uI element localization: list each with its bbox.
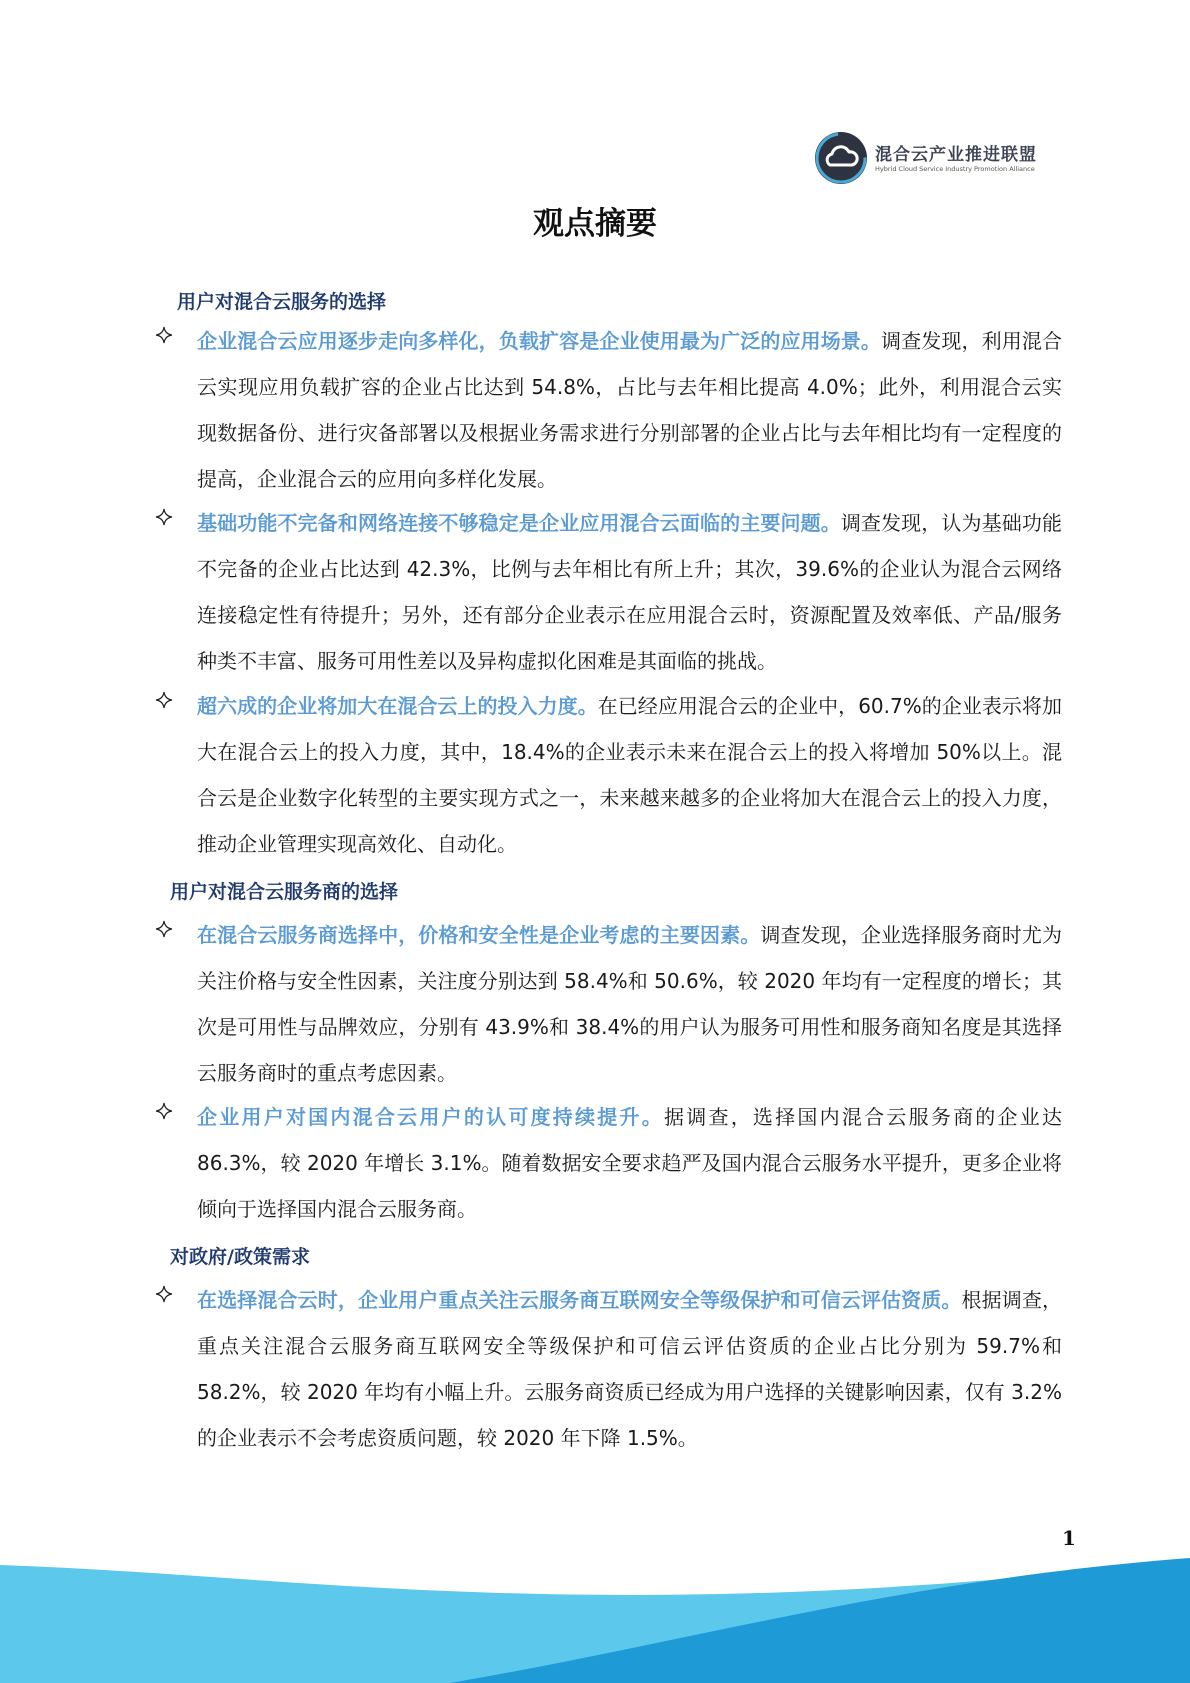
bullet-body: 根据调查，重点关注混合云服务商互联网安全等级保护和可信云评估资质的企业占比分别为 59.7%和 58.2%，较 2020 年均有小幅上升。云服务商资质已经成为用户选择的关键影响因素，仅有 3.2%的企业表示不会考虑资质问题，较 2020 年下降 1.5%。 <box>197 1288 1063 1450</box>
bullet-highlight: 在选择混合云时，企业用户重点关注云服务商互联网安全等级保护和可信云评估资质。 <box>197 1288 962 1312</box>
bullet-text <box>197 318 1062 502</box>
bullet-highlight: 企业用户对国内混合云用户的认可度持续提升。 <box>197 1105 664 1129</box>
star-bullet-icon <box>155 326 173 344</box>
star-bullet-icon <box>155 1102 173 1120</box>
cloud-logo-icon <box>815 132 867 184</box>
bullet-text <box>197 683 1062 867</box>
section-heading-user-choice: 用户对混合云服务的选择 <box>177 291 387 313</box>
bullet-highlight: 企业混合云应用逐步走向多样化，负载扩容是企业使用最为广泛的应用场景。 <box>197 329 882 353</box>
bullet-body: 调查发现，认为基础功能不完备的企业占比达到 42.3%，比例与去年相比有所上升；其次，39.6%的企业认为混合云网络连接稳定性有待提升；另外，还有部分企业表示在应用混合云时，资源配置及效率低、产品/服务种类不丰富、服务可用性差以及异构虚拟化困难是其面临的挑战。 <box>197 511 1063 673</box>
bullet-highlight: 基础功能不完备和网络连接不够稳定是企业应用混合云面临的主要问题。 <box>197 511 841 535</box>
logo-name-en: Hybrid Cloud Service Industry Promotion Alliance <box>875 165 1035 173</box>
bullet-text <box>197 912 1062 1096</box>
bullet-highlight: 超六成的企业将加大在混合云上的投入力度。 <box>197 694 598 718</box>
star-bullet-icon <box>155 1285 173 1303</box>
page-title: 观点摘要 <box>533 206 657 242</box>
footer-wave-decoration <box>0 1520 1190 1683</box>
logo-name-cn: 混合云产业推进联盟 <box>875 145 1037 165</box>
section-heading-policy: 对政府/政策需求 <box>170 1246 310 1268</box>
star-bullet-icon <box>155 691 173 709</box>
bullet-body: 调查发现，企业选择服务商时尤为关注价格与安全性因素，关注度分别达到 58.4%和 50.6%，较 2020 年均有一定程度的增长；其次是可用性与品牌效应，分别有 43.9%和 38.4%的用户认为服务可用性和服务商知名度是其选择云服务商时的重点考虑因素。 <box>197 923 1063 1085</box>
bullet-text <box>197 1094 1062 1232</box>
star-bullet-icon <box>155 920 173 938</box>
bullet-body: 据调查，选择国内混合云服务商的企业达 86.3%，较 2020 年增长 3.1%。随着数据安全要求趋严及国内混合云服务水平提升，更多企业将倾向于选择国内混合云服务商。 <box>197 1105 1063 1221</box>
section-heading-vendor-choice: 用户对混合云服务商的选择 <box>170 881 399 903</box>
bullet-text <box>197 500 1062 684</box>
star-bullet-icon <box>155 508 173 526</box>
bullet-body: 调查发现，利用混合云实现应用负载扩容的企业占比达到 54.8%，占比与去年相比提高 4.0%；此外，利用混合云实现数据备份、进行灾备部署以及根据业务需求进行分别部署的企业占比与去年相比均有一定程度的提高，企业混合云的应用向多样化发展。 <box>197 329 1062 491</box>
alliance-logo <box>815 130 1035 186</box>
bullet-highlight: 在混合云服务商选择中，价格和安全性是企业考虑的主要因素。 <box>197 923 761 947</box>
page-number: 1 <box>1062 1526 1076 1550</box>
bullet-text <box>197 1277 1062 1461</box>
bullet-body: 在已经应用混合云的企业中，60.7%的企业表示将加大在混合云上的投入力度，其中，18.4%的企业表示未来在混合云上的投入将增加 50%以上。混合云是企业数字化转型的主要实现方式之一，未来越来越多的企业将加大在混合云上的投入力度，推动企业管理实现高效化、自动化。 <box>197 694 1062 856</box>
